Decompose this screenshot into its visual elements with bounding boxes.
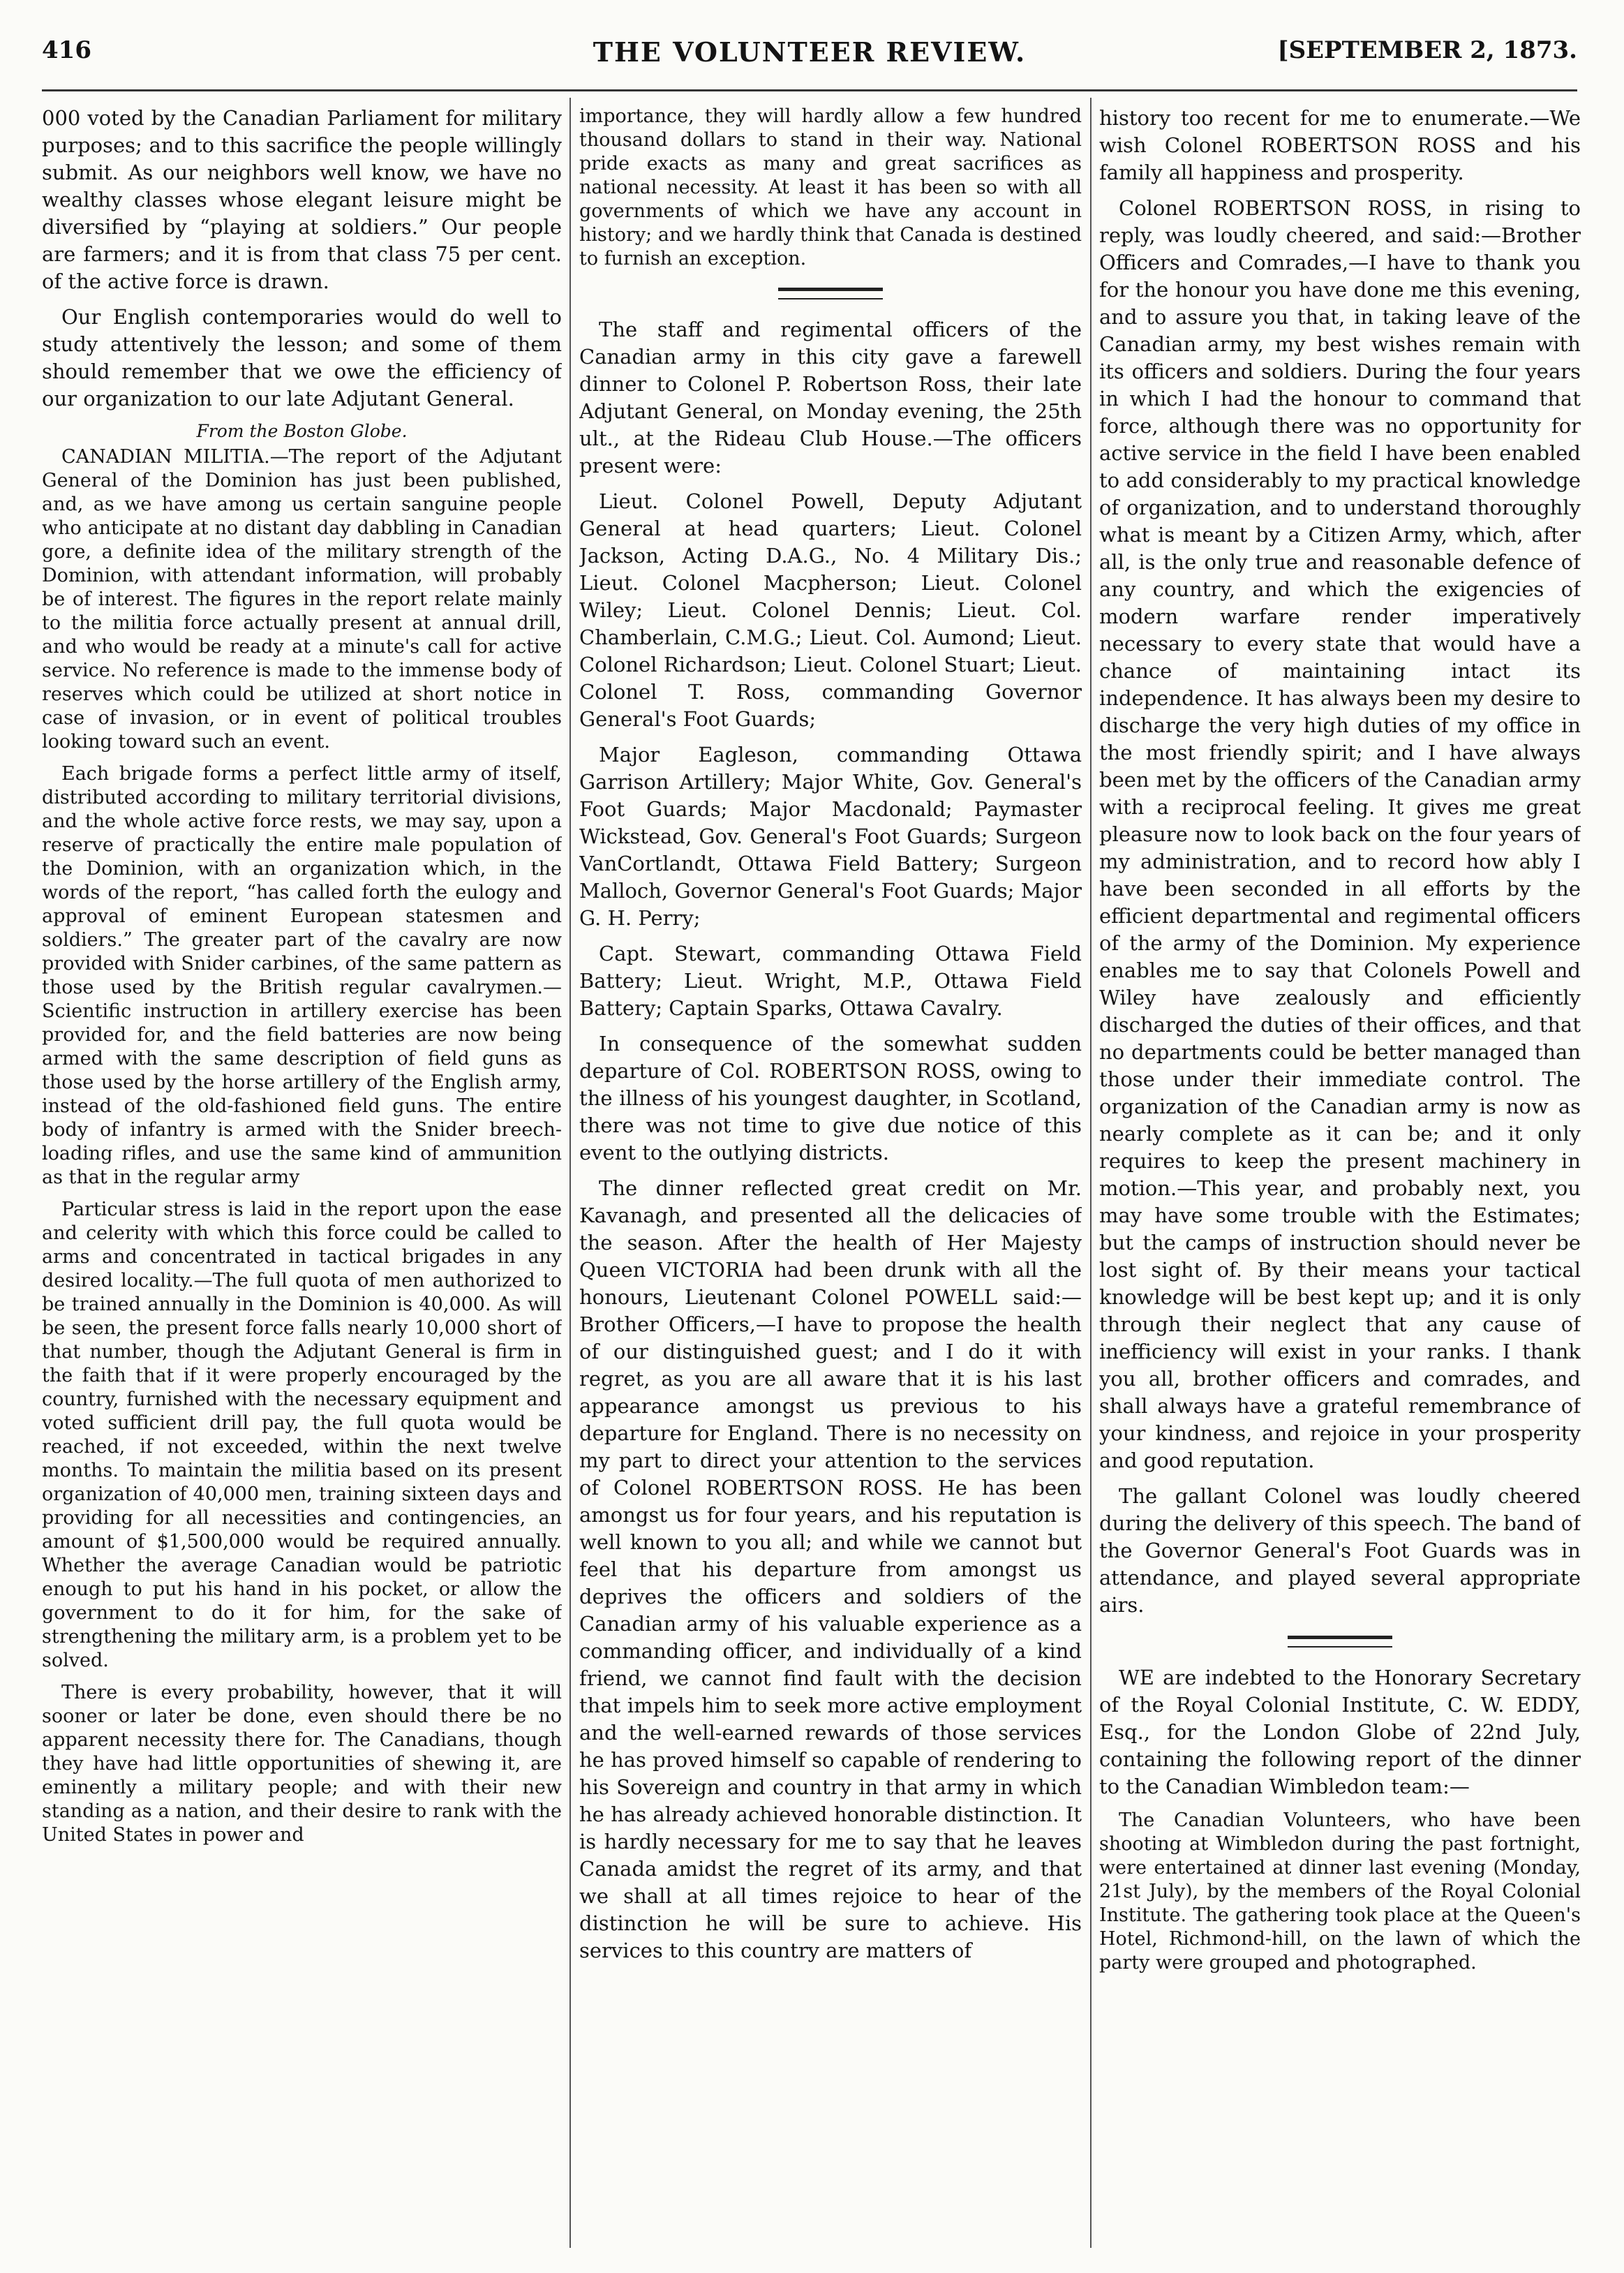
paragraph: The Canadian Volunteers, who have been shooting at Wimbledon during the past fortnight, were entertained at dinner last evening (Monday, 21st July), by the members of the Royal Colonial Institute. The gathering took place at the Queen's Hotel, Richmond-hill, on the lawn of which the party were grouped and photographed. (1099, 1809, 1581, 1974)
source-credit: From the Boston Globe. (196, 421, 408, 441)
paragraph: WE are indebted to the Honorary Secretary of the Royal Colonial Institute, C. W. EDDY, Esq., for the London Globe of 22nd July, containing the following report of the dinner to the Canadian Wimbledon team:— (1099, 1666, 1581, 1798)
paragraph: 000 voted by the Canadian Parliament for military purposes; and to this sacrifice the people willingly submit. As our neighbors well know, we have no wealthy classes whose elegant leisure might be diversified by “playing at soldiers.” Our people are farmers; and it is from that class 75 per cent. of the active force is drawn. (42, 106, 562, 293)
column-divider (569, 98, 571, 2248)
paragraph: There is every probability, however, that it will sooner or later be done, even should there be no apparent necessity there for. The Canadians, though they have had little opportunities of shewing it, are eminently a military people; and with their new standing as a nation, and their desire to rank with the United States in power and (42, 1682, 562, 1846)
page-number: 416 (42, 36, 91, 64)
header-rule (42, 89, 1577, 91)
paragraph: In consequence of the somewhat sudden departure of Col. ROBERTSON ROSS, owing to the illness of his youngest daughter, in Scotland, there was not time to give due notice of this event to the outlying districts. (579, 1032, 1082, 1164)
column-3 (1099, 105, 1581, 2241)
paragraph: Capt. Stewart, commanding Ottawa Field Battery; Lieut. Wright, M.P., Ottawa Field Battery; Captain Sparks, Ottawa Cavalry. (579, 942, 1082, 1020)
paragraph: Lieut. Colonel Powell, Deputy Adjutant General at head quarters; Lieut. Colonel Jackson, Acting D.A.G., No. 4 Military Dis.; Lieut. Colonel Macpherson; Lieut. Colonel Wiley; Lieut. Colonel Dennis; Lieut. Col. Chamberlain, C.M.G.; Lieut. Col. Aumond; Lieut. Colonel Richardson; Lieut. Colonel Stuart; Lieut. Colonel T. Ross, commanding Governor General's Foot Guards; (579, 489, 1082, 731)
paragraph: The dinner reflected great credit on Mr. Kavanagh, and presented all the delicacies of the season. After the health of Her Majesty Queen VICTORIA had been drunk with all the honours, Lieutenant Colonel POWELL said:—Brother Officers,—I have to propose the health of our distinguished guest; and I do it with regret, as you are all aware that it is his last appearance amongst us previous to his departure for England. There is no necessity on my part to direct your attention to the services of Colonel ROBERTSON ROSS. He has been amongst us for four years, and his reputation is well known to you all; and while we cannot but feel that his departure from amongst us deprives the officers and soldiers of the Canadian army of his valuable experience as a commanding officer, and individually of a kind friend, we cannot find fault with the decision that impels him to seek more active employment and the well-earned rewards of those services he has proved himself so capable of rendering to his Sovereign and country in that army in which he has already achieved honorable distinction. It is hardly necessary for me to say that he leaves Canada amidst the regret of its army, and that we shall at all times rejoice to hear of the distinction he will be sure to achieve. His services to this country are matters of (579, 1176, 1082, 1962)
paragraph: Major Eagleson, commanding Ottawa Garrison Artillery; Major White, Gov. General's Foot Guards; Major Macdonald; Paymaster Wickstead, Gov. General's Foot Guards; Surgeon VanCortlandt, Ottawa Field Battery; Surgeon Malloch, Governor General's Foot Guards; Major G. H. Perry; (579, 743, 1082, 930)
paragraph: Colonel ROBERTSON ROSS, in rising to reply, was loudly cheered, and said:—Brother Officers and Comrades,—I have to thank you for the honour you have done me this evening, and to assure you that, in taking leave of the Canadian army, my best wishes remain with its officers and soldiers. During the four years in which I had the honour to command that force, although there was no opportunity for active service in the field I have been enabled to add considerably to my practical knowledge of organization, and to understand thoroughly what is meant by a Citizen Army, which, after all, is the only true and reasonable defence of any country, and which the exigencies of modern warfare render imperatively necessary to every state that would have a chance of maintaining intact its independence. It has always been my desire to discharge the very high duties of my office in the most friendly spirit; and I have always been met by the officers of the Canadian army with a reciprocal feeling. It gives me great pleasure now to look back on the four years of my administration, and to record how ably I have been seconded in all efforts by the efficient departmental and regimental officers of the army of the Dominion. My experience enables me to say that Colonels Powell and Wiley have zealously and efficiently discharged the duties of their offices, and that no departments could be better managed than those under their immediate control. The organization of the Canadian army is now as nearly complete as it can be; and it only requires to keep the present machinery in motion.—This year, and probably next, you may have some trouble with the Estimates; but the camps of instruction should never be lost sight of. By their means your tactical knowledge will be best kept up; and it is only through their neglect that any cause of inefficiency will exist in your ranks. I thank you all, brother officers and comrades, and shall always have a grateful remembrance of your kindness, and rejoice in your prosperity and good reputation. (1099, 196, 1581, 1472)
column-1 (42, 105, 562, 2241)
paragraph: Particular stress is laid in the report upon the ease and celerity with which this force could be called to arms and concentrated in tactical brigades in any desired locality.—The full quota of men authorized to be trained annually in the Dominion is 40,000. As will be seen, the present force falls nearly 10,000 short of that number, though the Adjutant General is firm in the faith that if it were properly encouraged by the country, furnished with the necessary equipment and voted sufficient drill pay, the full quota would be reached, if not exceeded, within the next twelve months. To maintain the militia based on its present organization of 40,000 men, training sixteen days and providing for all necessities and contingencies, an amount of $1,500,000 would be required annually. Whether the average Canadian would be patriotic enough to put his hand in his pocket, or allow the government to do it for him, for the sake of strengthening the military arm, is a problem yet to be solved. (42, 1199, 562, 1671)
column-divider (1090, 98, 1092, 2248)
paragraph: The staff and regimental officers of the Canadian army in this city gave a farewell dinner to Colonel P. Robertson Ross, their late Adjutant General, on Monday evening, the 25th ult., at the Rideau Club House.—The officers present were: (579, 318, 1082, 477)
masthead-title: THE VOLUNTEER REVIEW. (593, 36, 1027, 68)
issue-date: [SEPTEMBER 2, 1873. (1277, 36, 1577, 64)
paragraph: Our English contemporaries would do well to study attentively the lesson; and some of them should remember that we owe the efficiency of our organization to our late Adjutant General. (42, 305, 562, 410)
section-separator (1288, 1636, 1392, 1648)
paragraph: The gallant Colonel was loudly cheered during the delivery of this speech. The band of the Governor General's Foot Guards was in attendance, and played several appropriate airs. (1099, 1484, 1581, 1617)
paragraph: CANADIAN MILITIA.—The report of the Adjutant General of the Dominion has just been published, and, as we have among us certain sanguine people who anticipate at no distant day dabbling in Canadian gore, a definite idea of the military strength of the Dominion, with attendant information, will probably be of interest. The figures in the report relate mainly to the militia force actually present at annual drill, and who would be ready at a minute's call for active service. No reference is made to the immense body of reserves which could be utilized at short notice in case of invasion, or in event of political troubles looking toward such an event. (42, 446, 562, 753)
paragraph: importance, they will hardly allow a few hundred thousand dollars to stand in their way. National pride exacts as many and great sacrifices as national necessity. At least it has been so with all governments of which we have any account in history; and we hardly think that Canada is destined to furnish an exception. (579, 105, 1082, 269)
paragraph: Each brigade forms a perfect little army of itself, distributed according to military territorial divisions, and the whole active force rests, we may say, upon a reserve of practically the entire male population of the Dominion, with an organization which, in the words of the report, “has called forth the eulogy and approval of eminent European statesmen and soldiers.” The greater part of the cavalry are now provided with Snider carbines, of the same pattern as those used by the British regular cavalrymen.—Scientific instruction in artillery exercise has been provided for, and the field batteries are now being armed with the same description of field guns as those used by the horse artillery of the English army, instead of the old-fashioned field guns. The entire body of infantry is armed with the Snider breech-loading rifles, and use the same kind of ammunition as that in the regular army (42, 763, 562, 1188)
paragraph: history too recent for me to enumerate.—We wish Colonel ROBERTSON ROSS and his family all happiness and prosperity. (1099, 106, 1581, 184)
section-separator (778, 288, 883, 299)
column-2 (579, 105, 1082, 2241)
page-header (42, 36, 1577, 85)
